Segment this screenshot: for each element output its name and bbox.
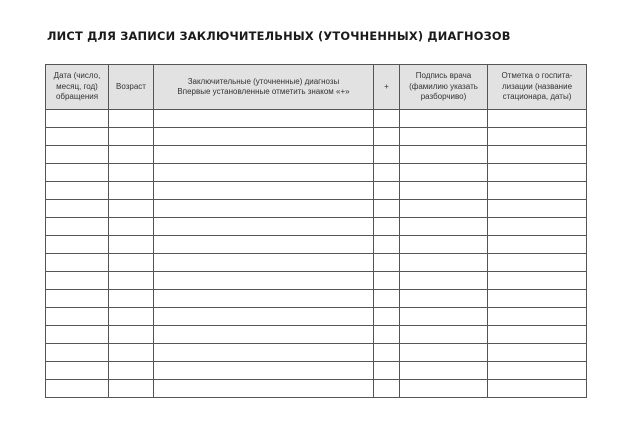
table-row xyxy=(46,110,587,128)
date-cell xyxy=(46,200,109,218)
signature-cell xyxy=(400,308,488,326)
hospitalization-cell xyxy=(488,308,587,326)
signature-cell xyxy=(400,236,488,254)
table-row xyxy=(46,182,587,200)
plus-mark-cell xyxy=(374,380,400,398)
age-cell xyxy=(109,362,154,380)
table-header-row xyxy=(46,65,587,110)
date-cell xyxy=(46,182,109,200)
date-cell xyxy=(46,272,109,290)
table-row xyxy=(46,326,587,344)
hospitalization-cell xyxy=(488,218,587,236)
diagnosis-cell xyxy=(154,218,374,236)
plus-mark-cell xyxy=(374,326,400,344)
diagnoses-table xyxy=(45,64,587,398)
header-plus-mark: + xyxy=(374,65,400,110)
age-cell xyxy=(109,146,154,164)
plus-mark-cell xyxy=(374,362,400,380)
diagnosis-cell xyxy=(154,128,374,146)
hospitalization-cell xyxy=(488,236,587,254)
table-row xyxy=(46,380,587,398)
signature-cell xyxy=(400,128,488,146)
diagnosis-cell xyxy=(154,272,374,290)
diagnosis-cell xyxy=(154,236,374,254)
plus-mark-cell xyxy=(374,290,400,308)
age-cell xyxy=(109,218,154,236)
date-cell xyxy=(46,218,109,236)
date-cell xyxy=(46,146,109,164)
age-cell xyxy=(109,236,154,254)
diagnosis-cell xyxy=(154,254,374,272)
plus-mark-cell xyxy=(374,146,400,164)
plus-mark-cell xyxy=(374,200,400,218)
date-cell xyxy=(46,110,109,128)
age-cell xyxy=(109,380,154,398)
diagnosis-cell xyxy=(154,200,374,218)
header-diagnoses: Заключительные (уточненные) диагнозы Впервые установленные отметить знаком «+» xyxy=(154,65,374,110)
plus-mark-cell xyxy=(374,344,400,362)
table-row xyxy=(46,344,587,362)
header-hospitalization: Отметка о госпита- лизации (название стационара, даты) xyxy=(488,65,587,110)
plus-mark-cell xyxy=(374,164,400,182)
diagnosis-cell xyxy=(154,362,374,380)
page-title: ЛИСТ ДЛЯ ЗАПИСИ ЗАКЛЮЧИТЕЛЬНЫХ (УТОЧНЕННЫХ) ДИАГНОЗОВ xyxy=(47,29,511,43)
signature-cell xyxy=(400,290,488,308)
table-row xyxy=(46,128,587,146)
plus-mark-cell xyxy=(374,254,400,272)
table-body xyxy=(46,110,587,398)
date-cell xyxy=(46,254,109,272)
signature-cell xyxy=(400,380,488,398)
age-cell xyxy=(109,182,154,200)
table-row xyxy=(46,200,587,218)
diagnosis-cell xyxy=(154,344,374,362)
date-cell xyxy=(46,164,109,182)
table-row xyxy=(46,308,587,326)
plus-mark-cell xyxy=(374,182,400,200)
age-cell xyxy=(109,344,154,362)
plus-mark-cell xyxy=(374,218,400,236)
age-cell xyxy=(109,128,154,146)
date-cell xyxy=(46,344,109,362)
plus-mark-cell xyxy=(374,272,400,290)
date-cell xyxy=(46,380,109,398)
date-cell xyxy=(46,362,109,380)
signature-cell xyxy=(400,200,488,218)
hospitalization-cell xyxy=(488,146,587,164)
hospitalization-cell xyxy=(488,110,587,128)
signature-cell xyxy=(400,272,488,290)
hospitalization-cell xyxy=(488,272,587,290)
date-cell xyxy=(46,128,109,146)
signature-cell xyxy=(400,326,488,344)
plus-mark-cell xyxy=(374,128,400,146)
diagnosis-cell xyxy=(154,182,374,200)
table-row xyxy=(46,164,587,182)
date-cell xyxy=(46,236,109,254)
hospitalization-cell xyxy=(488,200,587,218)
signature-cell xyxy=(400,164,488,182)
age-cell xyxy=(109,254,154,272)
header-age: Возраст xyxy=(109,65,154,110)
hospitalization-cell xyxy=(488,344,587,362)
diagnosis-cell xyxy=(154,380,374,398)
signature-cell xyxy=(400,344,488,362)
header-doctor-signature: Подпись врача (фамилию указать разборчиво) xyxy=(400,65,488,110)
hospitalization-cell xyxy=(488,380,587,398)
age-cell xyxy=(109,326,154,344)
diagnosis-cell xyxy=(154,164,374,182)
signature-cell xyxy=(400,254,488,272)
plus-mark-cell xyxy=(374,308,400,326)
hospitalization-cell xyxy=(488,326,587,344)
date-cell xyxy=(46,290,109,308)
age-cell xyxy=(109,308,154,326)
hospitalization-cell xyxy=(488,128,587,146)
diagnosis-cell xyxy=(154,308,374,326)
signature-cell xyxy=(400,182,488,200)
table-row xyxy=(46,218,587,236)
age-cell xyxy=(109,164,154,182)
hospitalization-cell xyxy=(488,362,587,380)
signature-cell xyxy=(400,218,488,236)
signature-cell xyxy=(400,146,488,164)
age-cell xyxy=(109,290,154,308)
date-cell xyxy=(46,326,109,344)
diagnosis-cell xyxy=(154,326,374,344)
signature-cell xyxy=(400,110,488,128)
table-row xyxy=(46,236,587,254)
signature-cell xyxy=(400,362,488,380)
plus-mark-cell xyxy=(374,236,400,254)
diagnosis-cell xyxy=(154,146,374,164)
table-row xyxy=(46,272,587,290)
table-row xyxy=(46,146,587,164)
age-cell xyxy=(109,200,154,218)
plus-mark-cell xyxy=(374,110,400,128)
header-date: Дата (число, месяц, год) обращения xyxy=(46,65,109,110)
hospitalization-cell xyxy=(488,164,587,182)
hospitalization-cell xyxy=(488,254,587,272)
hospitalization-cell xyxy=(488,290,587,308)
date-cell xyxy=(46,308,109,326)
diagnosis-cell xyxy=(154,290,374,308)
age-cell xyxy=(109,110,154,128)
diagnosis-cell xyxy=(154,110,374,128)
hospitalization-cell xyxy=(488,182,587,200)
age-cell xyxy=(109,272,154,290)
table-row xyxy=(46,290,587,308)
table-row xyxy=(46,254,587,272)
table-row xyxy=(46,362,587,380)
